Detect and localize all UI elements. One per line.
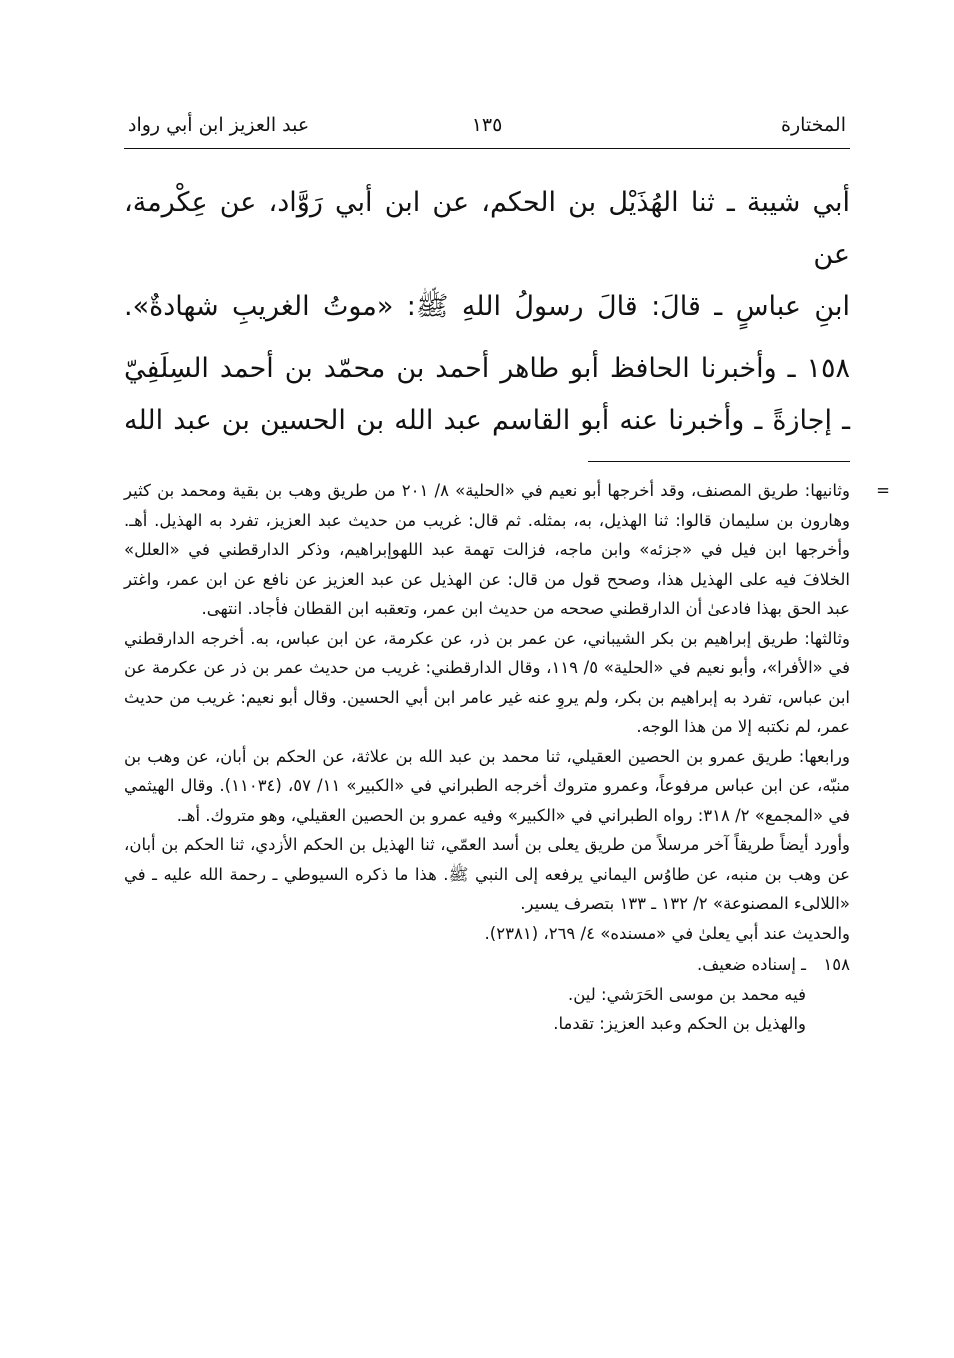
footnote-separator [588,461,850,462]
footnote-paragraph: والحديث عند أبي يعلىٰ في «مسنده» ٤/ ٢٦٩، (٢٣٨١). [484,923,850,943]
footnote-paragraph: وثانيها: طريق المصنف، وقد أخرجها أبو نعيم في «الحلية» ٨/ ٢٠١ من طريق وهب بن بقية ومحمد بن كثير وهارون بن سليمان قالوا: ثنا الهذيل، به، بمثله. ثم قال: غريب من حديث عبد العزيز، تفرد به الهذيل. أهـ. وأخرجها ابن فيل في «جزئه» وابن ماجه، فزالت تهمة عبد اللهوإبراهيم، وذكر الدارقطني في «العلل» الخلافَ فيه على الهذيل هذا، وصحح قول من قال: عن الهذيل عن عبد العزيز عن نافع عن ابن عمر، واغتر عبد الحق بهذا فادعىٰ أن الدارقطني صححه من حديث ابن عمر، وتعقبه ابن القطان فأجاد. انتهى. [124,481,850,618]
main-text [124,177,850,447]
hadith-text-continued [124,177,850,333]
footnote-text: ـ إسناده ضعيف. [696,955,806,974]
hadith-158 [124,343,850,447]
footnote-paragraph: ورابعها: طريق عمرو بن الحصين العقيلي، ثنا محمد بن عبد الله بن علاثة، عن الحكم بن أبان، عن وهب بن منبّه، عن ابن عباس مرفوعاً، وعمرو متروك أخرجه الطبراني في «الكبير» ١١/ ٥٧، (١١٠٣٤). وقال الهيثمي في «المجمع» ٢/ ٣١٨: رواه الطبراني في «الكبير» وفيه عمرو بن الحصين العقيلي، وهو متروك. أهـ. [124,746,851,825]
footnote-line: فيه محمد بن موسى الحَرَشي: لين. [567,984,806,1004]
footnote-number: ١٥٨ [823,955,850,974]
continuation-mark: = [876,481,890,500]
book-page [124,104,890,1284]
main-line: ابنِ عباسٍ ـ قالَ: قالَ رسولُ اللهِ ﷺ: «موتُ الغريبِ شهادةٌ». [124,291,850,322]
book-title: المختارة [781,114,846,136]
main-line: ١٥٨ ـ وأخبرنا الحافظ أبو طاهر أحمد بن محمّد بن أحمد السِلَفِيّ [124,353,850,384]
footnote-158 [124,950,850,980]
footnote-158-details [124,980,806,1039]
running-header [124,104,850,149]
footnote-line: والهذيل بن الحكم وعبد العزيز: تقدما. [553,1014,806,1033]
footnote-paragraph: وأورد أيضاً طريقاً آخر مرسلاً من طريق يعلى بن أسد العمّي، ثنا الهذيل بن الحكم الأزدي، ثنا الحكم بن أبان، عن وهب بن منبه، عن طاوُس اليماني يرفعه إلى النبي ﷺ. هذا ما ذكره السيوطي ـ رحمة الله عليه ـ في «اللالىء المصنوعة» ٢/ ١٣٢ ـ ١٣٣ بتصرف يسير. [124,835,850,913]
footnotes [124,476,890,1039]
main-line: ـ إجازةً ـ وأخبرنا عنه أبو القاسم عبد الله بن الحسين بن عبد الله [124,405,850,436]
page-number: ١٣٥ [471,114,503,136]
footnote-paragraph: وثالثها: طريق إبراهيم بن بكر الشيباني، عن عمر بن ذر، عن عكرمة، عن ابن عباس، به. أخرجه الدارقطني في «الأفرا»، وأبو نعيم في «الحلية» ٥/ ١١٩، وقال الدارقطني: غريب من حديث عمر بن ذر عن عكرمة عن ابن عباس، تفرد به إبراهيم بن بكر، ولم يروِ عنه غير عامر ابن أبي الحسين. وقال أبو نعيم: غريب من حديث عمر، لم نكتبه إلا من هذا الوجه. [124,628,850,736]
chapter-title: عبد العزيز ابن أبي رواد [128,114,310,136]
main-line: أبي شيبة ـ ثنا الهُذَيْل بن الحكم، عن ابن أبي رَوَّاد، عن عِكْرمة، عن [124,187,850,270]
